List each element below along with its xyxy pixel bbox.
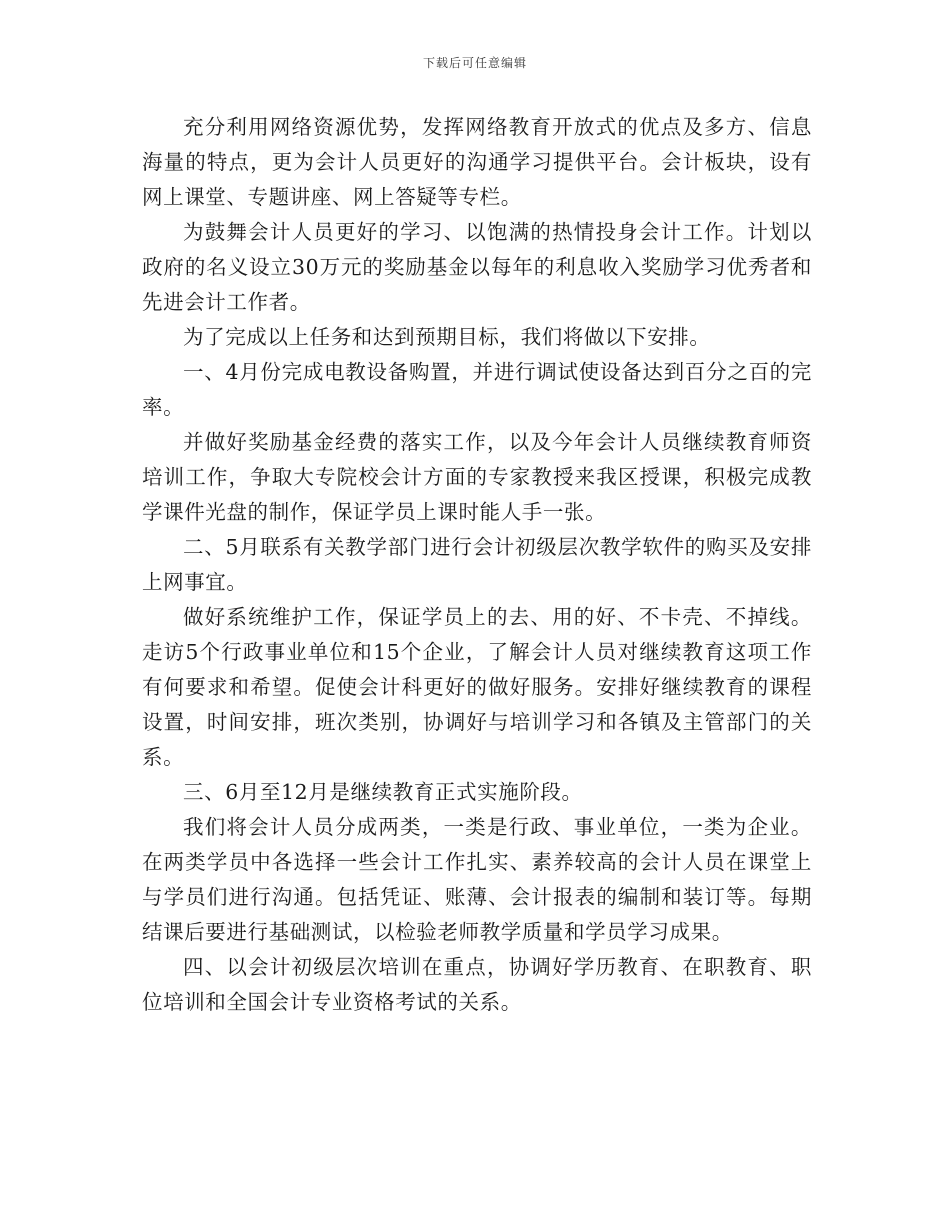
paragraph-4: 一、4月份完成电教设备购置，并进行调试使设备达到百分之百的完率。 (142, 360, 812, 419)
paragraph-9: 我们将会计人员分成两类，一类是行政、事业单位，一类为企业。在两类学员中各选择一些会计工作扎实、素养较高的会计人员在课堂上与学员们进行沟通。包括凭证、账薄、会计报表的编制和装订等。每期结课后要进行基础测试，以检验老师教学质量和学员学习成果。 (142, 815, 812, 944)
paragraph-5: 并做好奖励基金经费的落实工作，以及今年会计人员继续教育师资培训工作，争取大专院校会计方面的专家教授来我区授课，积极完成教学课件光盘的制作，保证学员上课时能人手一张。 (142, 430, 812, 524)
paragraph-6: 二、5月联系有关教学部门进行会计初级层次教学软件的购买及安排上网事宜。 (142, 535, 812, 594)
paragraph-8: 三、6月至12月是继续教育正式实施阶段。 (183, 780, 583, 804)
paragraph-7: 做好系统维护工作，保证学员上的去、用的好、不卡壳、不掉线。走访5个行政事业单位和15个企业，了解会计人员对继续教育这项工作有何要求和希望。促使会计科更好的做好服务。安排好继续教育的课程设置，时间安排，班次类别，协调好与培训学习和各镇及主管部门的关系。 (142, 605, 812, 769)
paragraph-2: 为鼓舞会计人员更好的学习、以饱满的热情投身会计工作。计划以政府的名义设立30万元的奖励基金以每年的利息收入奖励学习优秀者和先进会计工作者。 (142, 220, 812, 314)
paragraph-10: 四、以会计初级层次培训在重点，协调好学历教育、在职教育、职位培训和全国会计专业资格考试的关系。 (142, 955, 812, 1014)
paragraph-3: 为了完成以上任务和达到预期目标，我们将做以下安排。 (183, 325, 711, 349)
paragraph-1: 充分利用网络资源优势，发挥网络教育开放式的优点及多方、信息海量的特点，更为会计人员更好的沟通学习提供平台。会计板块，设有网上课堂、专题讲座、网上答疑等专栏。 (142, 115, 812, 209)
page-header: 下载后可任意编辑 (422, 56, 527, 70)
document-body (142, 110, 812, 1020)
